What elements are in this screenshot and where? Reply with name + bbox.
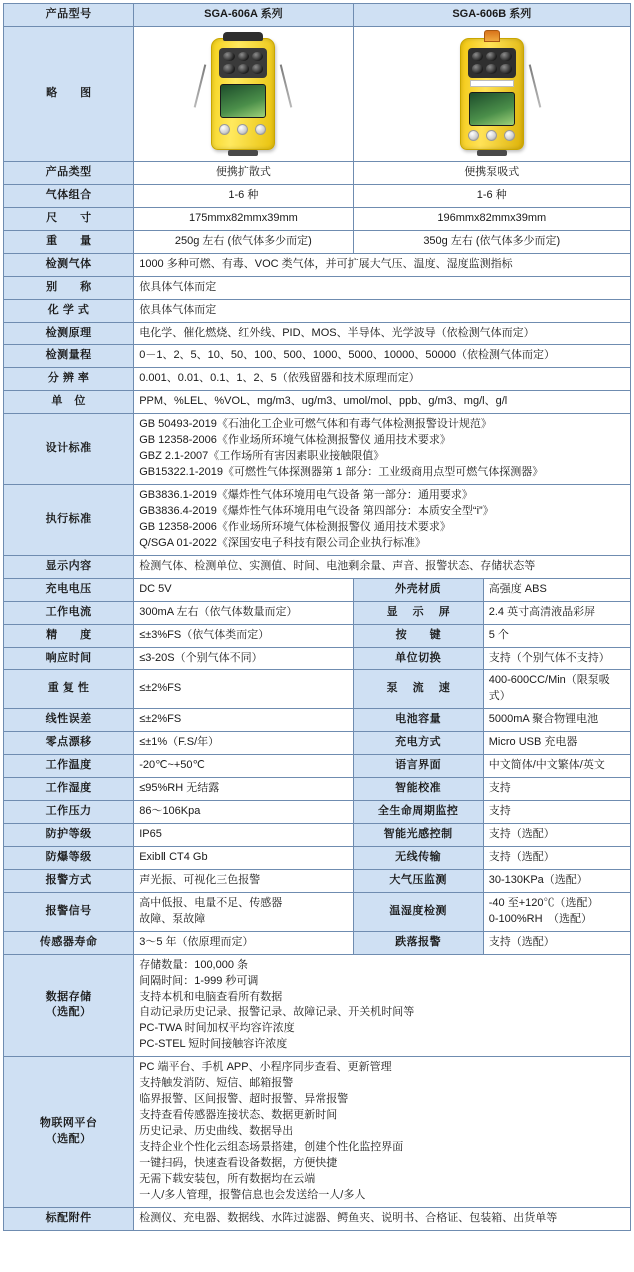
table-row xyxy=(4,892,631,931)
list-item: GB 50493-2019《石油化工企业可燃气体和有毒气体检测报警设计规范》 xyxy=(139,418,492,431)
table-row xyxy=(4,954,631,1057)
air-pressure-label: 大气压监测 xyxy=(353,869,483,892)
language-ui-value: 中文简体/中文繁体/英文 xyxy=(483,755,630,778)
sensor-grille-icon xyxy=(219,48,267,78)
data-storage-label xyxy=(4,954,134,1057)
list-item: 存储数量：100,000 条 xyxy=(139,958,249,971)
table-row xyxy=(4,485,631,556)
column-header-b: SGA-606B 系列 xyxy=(353,4,630,27)
unit-switch-label: 单位切换 xyxy=(353,647,483,670)
smart-calibration-label: 智能校准 xyxy=(353,778,483,801)
list-item: GB3836.4-2019《爆炸性气体环境用电气设备 第四部分：本质安全型“i”》 xyxy=(139,504,494,517)
iot-platform-list xyxy=(134,1057,631,1207)
antenna-left-icon xyxy=(194,64,207,107)
accessories-label: 标配附件 xyxy=(4,1207,134,1230)
drop-alarm-label: 跌落报警 xyxy=(353,931,483,954)
device-button-3 xyxy=(504,130,515,141)
principle-label: 检测原理 xyxy=(4,322,134,345)
keys-label: 按 键 xyxy=(353,624,483,647)
table-row xyxy=(4,601,631,624)
ip-grade-label: 防护等级 xyxy=(4,824,134,847)
work-pressure-value: 86～106Kpa xyxy=(134,801,353,824)
resolution-value: 0.001、0.01、0.1、1、2、5（依残留器和技术原理而定） xyxy=(134,368,631,391)
sensor-life-label: 传感器寿命 xyxy=(4,931,134,954)
table-row xyxy=(4,161,631,184)
antenna-right-icon xyxy=(280,64,293,107)
linearity-value: ≤±2%FS xyxy=(134,709,353,732)
language-ui-label: 语言界面 xyxy=(353,755,483,778)
formula-value: 依具体气体而定 xyxy=(134,299,631,322)
device-screen xyxy=(469,92,515,126)
alarm-mode-label: 报警方式 xyxy=(4,869,134,892)
table-row xyxy=(4,230,631,253)
list-item: 历史记录、历史曲线、数据导出 xyxy=(139,1125,294,1137)
linearity-label: 线性误差 xyxy=(4,709,134,732)
table-row xyxy=(4,184,631,207)
alias-label: 别 称 xyxy=(4,276,134,299)
wireless-value: 支持（选配） xyxy=(483,846,630,869)
table-row xyxy=(4,207,631,230)
product-image-b xyxy=(353,26,630,161)
product-type-value-b: 便携泵吸式 xyxy=(353,161,630,184)
table-row xyxy=(4,709,631,732)
light-sensing-label: 智能光感控制 xyxy=(353,824,483,847)
display-content-label: 显示内容 xyxy=(4,555,134,578)
detector-illustration-a xyxy=(195,30,291,158)
list-item: 故障、泵故障 xyxy=(139,912,206,925)
list-item: GB15322.1-2019《可燃性气体探测器第 1 部分：工业级商用点型可燃气体探测器》 xyxy=(139,466,544,479)
list-item: GB 12358-2006《作业场所环境气体检测报警仪 通用技术要求》 xyxy=(139,520,451,533)
table-row xyxy=(4,345,631,368)
table-row xyxy=(4,4,631,27)
lifecycle-monitor-value: 支持 xyxy=(483,801,630,824)
charge-voltage-label: 充电电压 xyxy=(4,578,134,601)
wireless-label: 无线传输 xyxy=(353,846,483,869)
device-clip xyxy=(477,150,507,156)
table-row xyxy=(4,824,631,847)
light-sensing-value: 支持（选配） xyxy=(483,824,630,847)
alarm-signal-label: 报警信号 xyxy=(4,892,134,931)
work-temp-label: 工作温度 xyxy=(4,755,134,778)
work-current-label: 工作电流 xyxy=(4,601,134,624)
charge-method-label: 充电方式 xyxy=(353,732,483,755)
table-row xyxy=(4,755,631,778)
table-row xyxy=(4,253,631,276)
temp-humidity-value xyxy=(483,892,630,931)
list-item: GB 12358-2006《作业场所环境气体检测报警仪 通用技术要求》 xyxy=(139,434,451,447)
unit-label: 单 位 xyxy=(4,391,134,414)
alarm-mode-value: 声光振、可视化三色报警 xyxy=(134,869,353,892)
range-label: 检测量程 xyxy=(4,345,134,368)
product-image-a xyxy=(134,26,353,161)
pump-inlet-icon xyxy=(484,30,500,42)
range-value: 0－1、2、5、10、50、100、500、1000、5000、10000、50000（依检测气体而定） xyxy=(134,345,631,368)
zero-drift-label: 零点漂移 xyxy=(4,732,134,755)
list-item: 0-100%RH （选配） xyxy=(488,912,593,925)
table-row xyxy=(4,1207,631,1230)
charge-voltage-value: DC 5V xyxy=(134,578,353,601)
weight-value-b: 350g 左右 (依气体多少而定) xyxy=(353,230,630,253)
list-item: 支持触发消防、短信、邮箱报警 xyxy=(139,1077,294,1090)
response-time-label: 响应时间 xyxy=(4,647,134,670)
table-row xyxy=(4,846,631,869)
table-row xyxy=(4,1057,631,1207)
unit-value: PPM、%LEL、%VOL、mg/m3、ug/m3、umol/mol、ppb、g/m3、mg/l、g/l xyxy=(134,391,631,414)
temp-humidity-label: 温湿度检测 xyxy=(353,892,483,931)
list-item: GB3836.1-2019《爆炸性气体环境用电气设备 第一部分：通用要求》 xyxy=(139,489,473,501)
accessories-value: 检测仪、充电器、数据线、水阵过滤器、鳄鱼夹、说明书、合格证、包装箱、出货单等 xyxy=(134,1207,631,1230)
model-label: 产品型号 xyxy=(4,4,134,27)
response-time-value: ≤3-20S（个别气体不同） xyxy=(134,647,353,670)
lifecycle-monitor-label: 全生命周期监控 xyxy=(353,801,483,824)
list-item: PC-TWA 时间加权平均容许浓度 xyxy=(139,1022,295,1035)
list-item: 自动记录历史记录、报警记录、故障记录、开关机时间等 xyxy=(139,1006,415,1019)
device-clip xyxy=(228,150,258,156)
table-row xyxy=(4,276,631,299)
alias-value: 依具体气体而定 xyxy=(134,276,631,299)
column-header-a: SGA-606A 系列 xyxy=(134,4,353,27)
shell-material-value: 高强度 ABS xyxy=(483,578,630,601)
work-humidity-label: 工作湿度 xyxy=(4,778,134,801)
product-type-value-a: 便携扩散式 xyxy=(134,161,353,184)
table-row xyxy=(4,555,631,578)
list-item: 临界报警、区间报警、超时报警、异常报警 xyxy=(139,1093,349,1106)
smart-calibration-value: 支持 xyxy=(483,778,630,801)
list-item: PC-STEL 短时间接触容许浓度 xyxy=(139,1038,288,1051)
iot-platform-label-line2: （选配） xyxy=(45,1132,92,1145)
gas-combo-label: 气体组合 xyxy=(4,184,134,207)
work-temp-value: -20℃~+50℃ xyxy=(134,755,353,778)
list-item: -40 至+120℃（选配） xyxy=(488,896,599,909)
device-button-1 xyxy=(468,130,479,141)
drop-alarm-value: 支持（选配） xyxy=(483,931,630,954)
work-current-value: 300mA 左右（依气体数量而定） xyxy=(134,601,353,624)
list-item: 支持本机和电脑查看所有数据 xyxy=(139,990,283,1003)
repeatability-label: 重 复 性 xyxy=(4,670,134,709)
shell-material-label: 外壳材质 xyxy=(353,578,483,601)
spec-table xyxy=(3,3,631,1231)
pump-flow-label: 泵 流 速 xyxy=(353,670,483,709)
gas-combo-value-b: 1-6 种 xyxy=(353,184,630,207)
data-storage-label-line2: （选配） xyxy=(45,1006,92,1019)
detect-gas-value: 1000 多种可燃、有毒、VOC 类气体，并可扩展大气压、温度、湿度监测指标 xyxy=(134,253,631,276)
iot-platform-label-line1: 物联网平台 xyxy=(39,1117,98,1130)
iot-platform-label xyxy=(4,1057,134,1207)
display-screen-value: 2.4 英寸高清液晶彩屏 xyxy=(483,601,630,624)
size-value-b: 196mmx82mmx39mm xyxy=(353,207,630,230)
accuracy-value: ≤±3%FS（依气体类而定） xyxy=(134,624,353,647)
table-row xyxy=(4,732,631,755)
exec-standard-list xyxy=(134,485,631,556)
device-button-2 xyxy=(486,130,497,141)
device-nameplate xyxy=(470,80,514,87)
device-screen xyxy=(220,84,266,118)
design-standard-list xyxy=(134,414,631,485)
air-pressure-value: 30-130KPa（选配） xyxy=(483,869,630,892)
table-row xyxy=(4,368,631,391)
battery-capacity-label: 电池容量 xyxy=(353,709,483,732)
table-row xyxy=(4,578,631,601)
sensor-grille-icon xyxy=(468,48,516,78)
data-storage-label-line1: 数据存储 xyxy=(45,990,92,1003)
ex-grade-label: 防爆等级 xyxy=(4,846,134,869)
list-item: 支持企业个性化云组态场景搭建，创建个性化监控界面 xyxy=(139,1140,404,1153)
weight-label: 重 量 xyxy=(4,230,134,253)
sensor-life-value: 3～5 年（依原理而定） xyxy=(134,931,353,954)
principle-value: 电化学、催化燃烧、红外线、PID、MOS、半导体、光学波导（依检测气体而定） xyxy=(134,322,631,345)
table-row xyxy=(4,414,631,485)
table-row xyxy=(4,647,631,670)
diagram-label: 略 图 xyxy=(4,26,134,161)
list-item: 间隔时间：1-999 秒可调 xyxy=(139,974,259,987)
exec-standard-label: 执行标准 xyxy=(4,485,134,556)
unit-switch-value: 支持（个别气体不支持） xyxy=(483,647,630,670)
table-row xyxy=(4,801,631,824)
display-screen-label: 显 示 屏 xyxy=(353,601,483,624)
weight-value-a: 250g 左右 (依气体多少而定) xyxy=(134,230,353,253)
list-item: 无需下载安装包，所有数据均在云端 xyxy=(139,1172,316,1185)
data-storage-list xyxy=(134,954,631,1057)
antenna-right-icon xyxy=(528,64,541,107)
size-value-a: 175mmx82mmx39mm xyxy=(134,207,353,230)
table-row xyxy=(4,778,631,801)
device-cap xyxy=(223,32,263,41)
pump-flow-value: 400-600CC/Min（限泵吸式） xyxy=(483,670,630,709)
list-item: 支持查看传感器连接状态、数据更新时间 xyxy=(139,1109,338,1122)
list-item: 一人/多人管理，报警信息也会发送给一人/多人 xyxy=(139,1188,366,1201)
detect-gas-label: 检测气体 xyxy=(4,253,134,276)
battery-capacity-value: 5000mA 聚合物锂电池 xyxy=(483,709,630,732)
resolution-label: 分 辨 率 xyxy=(4,368,134,391)
table-row xyxy=(4,869,631,892)
table-row xyxy=(4,624,631,647)
ex-grade-value: ExibⅡ CT4 Gb xyxy=(134,846,353,869)
table-row xyxy=(4,670,631,709)
size-label: 尺 寸 xyxy=(4,207,134,230)
repeatability-value: ≤±2%FS xyxy=(134,670,353,709)
table-row xyxy=(4,299,631,322)
table-row xyxy=(4,26,631,161)
list-item: Q/SGA 01-2022《深国安电子科技有限公司企业执行标准》 xyxy=(139,536,426,549)
ip-grade-value: IP65 xyxy=(134,824,353,847)
detector-illustration-b xyxy=(444,30,540,158)
design-standard-label: 设计标准 xyxy=(4,414,134,485)
table-row xyxy=(4,931,631,954)
charge-method-value: Micro USB 充电器 xyxy=(483,732,630,755)
list-item: GBZ 2.1-2007《工作场所有害因素职业接触限值》 xyxy=(139,450,385,463)
work-pressure-label: 工作压力 xyxy=(4,801,134,824)
keys-value: 5 个 xyxy=(483,624,630,647)
list-item: PC 端平台、手机 APP、小程序同步查看、更新管理 xyxy=(139,1061,392,1074)
alarm-signal-value xyxy=(134,892,353,931)
table-row xyxy=(4,391,631,414)
work-humidity-value: ≤95%RH 无结露 xyxy=(134,778,353,801)
zero-drift-value: ≤±1%（F.S/年） xyxy=(134,732,353,755)
accuracy-label: 精 度 xyxy=(4,624,134,647)
display-content-value: 检测气体、检测单位、实测值、时间、电池剩余量、声音、报警状态、存储状态等 xyxy=(134,555,631,578)
table-row xyxy=(4,322,631,345)
list-item: 一键扫码，快速查看设备数据，方便快捷 xyxy=(139,1156,338,1169)
product-type-label: 产品类型 xyxy=(4,161,134,184)
formula-label: 化 学 式 xyxy=(4,299,134,322)
gas-combo-value-a: 1-6 种 xyxy=(134,184,353,207)
list-item: 高中低报、电量不足、传感器 xyxy=(139,896,283,909)
